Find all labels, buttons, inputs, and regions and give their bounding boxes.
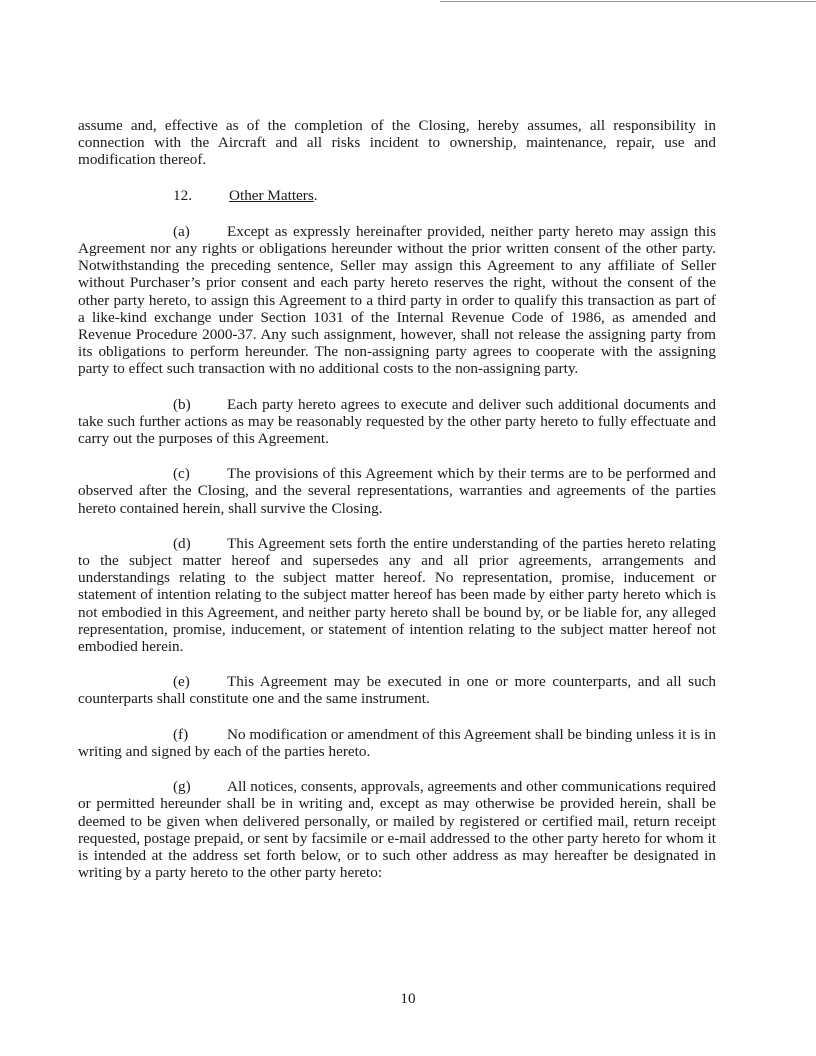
paragraph-c (78, 465, 716, 517)
paragraph-b (78, 396, 716, 448)
section-title: Other Matters (229, 186, 314, 204)
intro-paragraph: assume and, effective as of the completion of the Closing, hereby assumes, all responsibility in connection with the Aircraft and all risks incident to ownership, maintenance, repair, use and modification thereof. (78, 117, 716, 169)
paragraph-d (78, 535, 716, 655)
section-heading (173, 187, 716, 204)
paragraph-text: No modification or amendment of this Agreement shall be binding unless it is in writing and signed by each of the parties hereto. (78, 725, 716, 760)
paragraph-text: Except as expressly hereinafter provided, neither party hereto may assign this Agreement nor any rights or obligations hereunder without the prior written consent of the other party. Notwithstanding the preceding sentence, Seller may assign this Agreement to any affiliate of Seller without Purchaser’s prior consent and each party hereto reserves the right, without the consent of the other party hereto, to assign this Agreement to a third party in order to qualify this transaction as part of a like-kind exchange under Section 1031 of the Internal Revenue Code of 1986, as amended and Revenue Procedure 2000-37. Any such assignment, however, shall not release the assigning party from its obligations to perform hereunder. The non-assigning party agrees to cooperate with the assigning party to effect such transaction with no additional costs to the non-assigning party. (78, 222, 716, 378)
paragraph-text: The provisions of this Agreement which by their terms are to be performed and observed after the Closing, and the several representations, warranties and agreements of the parties hereto contained herein, shall survive the Closing. (78, 465, 716, 517)
paragraph-text: This Agreement sets forth the entire understanding of the parties hereto relating to the subject matter hereof and supersedes any and all prior agreements, arrangements and understandings relating to the subject matter hereof. No representation, promise, inducement or statement of intention relating to the subject matter hereof has been made by either party hereto which is not embodied in this Agreement, and neither party hereto shall be bound by, or be liable for, any alleged representation, promise, inducement, or statement of intention relating to the subject matter hereof not embodied herein. (78, 534, 716, 656)
paragraph-text: All notices, consents, approvals, agreements and other communications required or permitted hereunder shall be in writing and, except as may otherwise be provided herein, shall be deemed to be given when delivered personally, or mailed by registered or certified mail, return receipt requested, postage prepaid, or sent by facsimile or e-mail addressed to the other party hereto for whom it is intended at the address set forth below, or to such other address as may hereafter be designated in writing by a party hereto to the other party hereto: (78, 778, 716, 882)
paragraph-label: (g) (173, 778, 191, 796)
paragraph-e (78, 673, 716, 707)
page-number: 10 (400, 990, 416, 1007)
paragraph-f (78, 726, 716, 760)
section-number: 12. (173, 186, 192, 204)
paragraph-label: (f) (173, 725, 189, 743)
paragraph-label: (e) (173, 673, 190, 691)
paragraph-label: (a) (173, 222, 190, 240)
paragraph-label: (d) (173, 534, 191, 552)
paragraph-text: Each party hereto agrees to execute and deliver such additional documents and take such further actions as may be reasonably requested by the other party hereto to fully effectuate and carry out the purposes of this Agreement. (78, 395, 716, 448)
paragraph-label: (c) (173, 465, 190, 483)
paragraph-label: (b) (173, 395, 191, 413)
section-title-suffix: . (313, 186, 318, 204)
paragraph-a (78, 223, 716, 378)
paragraph-g (78, 778, 716, 881)
document-page (78, 117, 716, 899)
paragraph-text: This Agreement may be executed in one or more counterparts, and all such counterparts shall constitute one and the same instrument. (78, 673, 716, 708)
scan-edge-line (440, 1, 816, 2)
